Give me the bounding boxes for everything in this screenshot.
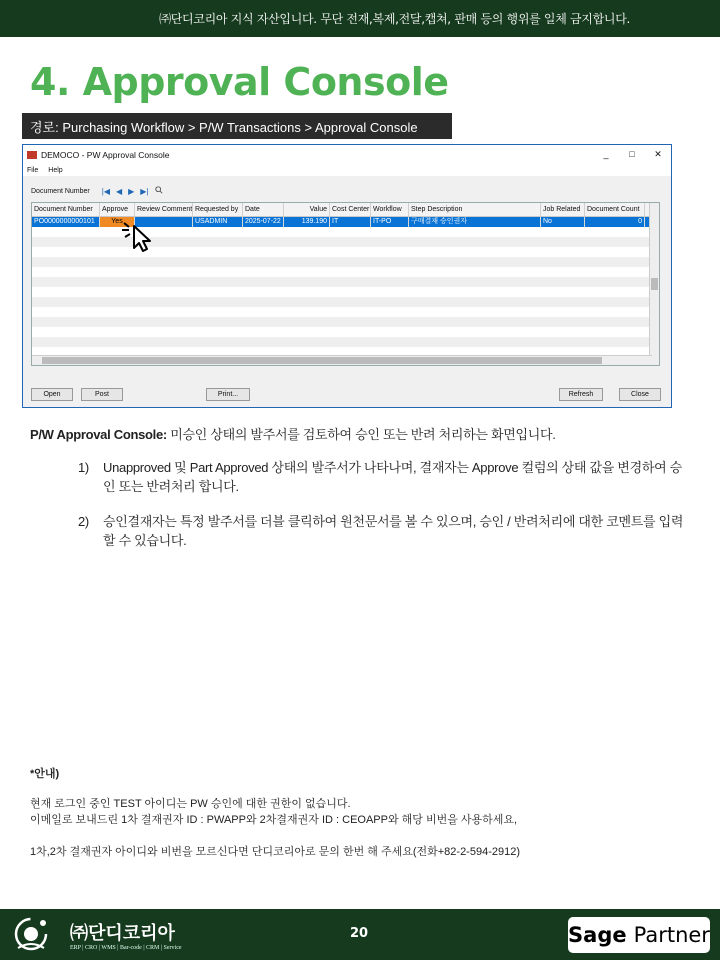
empty-row bbox=[32, 307, 659, 317]
sage-partner-badge bbox=[566, 915, 712, 955]
description-lead: P/W Approval Console: bbox=[30, 427, 167, 442]
copyright-banner bbox=[0, 0, 720, 37]
cell-approve[interactable]: Yes bbox=[100, 217, 135, 227]
partner-brand: Sage bbox=[568, 923, 627, 947]
description-text: 미승인 상태의 발주서를 검토하여 승인 또는 반려 처리하는 화면입니다. bbox=[166, 427, 556, 442]
empty-row bbox=[32, 267, 659, 277]
notice-line: 현재 로그인 중인 TEST 아이디는 PW 승인에 대한 권한이 없습니다. bbox=[30, 798, 351, 810]
cell-cost-center[interactable]: IT bbox=[330, 217, 371, 227]
empty-row bbox=[32, 287, 659, 297]
list-item-number: 2) bbox=[78, 514, 89, 529]
column-header[interactable]: Workflow bbox=[371, 203, 409, 216]
pointer-cursor-icon bbox=[120, 222, 162, 254]
window-titlebar bbox=[23, 145, 671, 164]
cell-job-related[interactable]: No bbox=[541, 217, 585, 227]
cell-document-count[interactable]: 0 bbox=[585, 217, 645, 227]
document-number-label: Document Number bbox=[31, 187, 90, 195]
window-title: DEMOCO - PW Approval Console bbox=[41, 149, 170, 160]
cell-value[interactable]: 139.190 bbox=[284, 217, 330, 227]
notice-line: 이메일로 보내드린 1차 결재권자 ID : PWAPP와 2차결재권자 ID : CEOAPP와 해당 비번을 사용하세요, bbox=[30, 814, 518, 826]
page-number: 20 bbox=[350, 926, 369, 941]
empty-row bbox=[32, 317, 659, 327]
breadcrumb-text: 경로: Purchasing Workflow > P/W Transactions > Approval Console bbox=[30, 119, 418, 135]
list-item bbox=[78, 458, 688, 496]
menu-file[interactable]: File bbox=[27, 166, 39, 174]
description-paragraph bbox=[30, 424, 556, 443]
partner-label: Partner bbox=[633, 923, 710, 947]
vertical-scrollbar[interactable] bbox=[649, 203, 659, 365]
last-icon[interactable]: ▶| bbox=[140, 186, 149, 196]
empty-row bbox=[32, 277, 659, 287]
notice-title: *안내) bbox=[30, 768, 60, 780]
horizontal-scrollbar[interactable] bbox=[32, 355, 652, 365]
column-header[interactable]: Job Related bbox=[541, 203, 585, 216]
search-icon[interactable] bbox=[155, 186, 163, 196]
footer-tagline: ERP | CRO | WMS | Bar-code | CRM | Service bbox=[70, 945, 182, 951]
column-header[interactable]: Date bbox=[243, 203, 284, 216]
column-header[interactable]: Requested by bbox=[193, 203, 243, 216]
maximize-icon[interactable]: □ bbox=[629, 149, 635, 159]
column-header[interactable]: Document Count bbox=[585, 203, 645, 216]
footer bbox=[0, 909, 720, 960]
app-icon bbox=[27, 151, 37, 159]
column-header[interactable]: Cost Center bbox=[330, 203, 371, 216]
close-button[interactable]: Close bbox=[619, 388, 661, 401]
empty-row bbox=[32, 327, 659, 337]
copyright-notice: ㈜단디코리아 지식 자산입니다. 무단 전재,복제,전달,캡쳐, 판매 등의 행위를 일체 금지합니다. bbox=[159, 12, 630, 26]
toolbar bbox=[23, 180, 671, 202]
column-header[interactable]: Value bbox=[284, 203, 330, 216]
refresh-button[interactable]: Refresh bbox=[559, 388, 603, 401]
empty-row bbox=[32, 257, 659, 267]
cell-document-number[interactable]: PO0000000000101 bbox=[32, 217, 100, 227]
page-title: 4. Approval Console bbox=[30, 60, 449, 104]
company-logo-icon bbox=[10, 914, 52, 954]
cell-requested-by[interactable]: USADMIN bbox=[193, 217, 243, 227]
approval-console-window bbox=[22, 144, 672, 408]
first-icon[interactable]: |◀ bbox=[101, 186, 110, 196]
cell-workflow[interactable]: IT-PO bbox=[371, 217, 409, 227]
cell-date[interactable]: 2025-07-22 bbox=[243, 217, 284, 227]
column-header[interactable]: Review Comment bbox=[135, 203, 193, 216]
description-list bbox=[78, 458, 688, 566]
column-header[interactable]: Approve bbox=[100, 203, 135, 216]
column-header[interactable]: Document Number bbox=[32, 203, 100, 216]
prev-icon[interactable]: ◀ bbox=[115, 186, 123, 196]
notice-line: 1차,2차 결재권자 아이디와 비번을 모르신다면 단디코리아로 문의 한번 해 주세요(전화+82-2-594-2912) bbox=[30, 846, 520, 858]
print-button[interactable]: Print... bbox=[206, 388, 250, 401]
post-button[interactable]: Post bbox=[81, 388, 123, 401]
column-header[interactable]: Step Description bbox=[409, 203, 541, 216]
notice-block bbox=[30, 796, 520, 860]
grid-header bbox=[32, 203, 659, 217]
breadcrumb bbox=[22, 113, 452, 139]
list-item-text: 승인결재자는 특정 발주서를 더블 클릭하여 원천문서를 볼 수 있으며, 승인 / 반려처리에 대한 코멘트를 입력할 수 있습니다. bbox=[103, 514, 684, 548]
scroll-thumb[interactable] bbox=[42, 357, 602, 364]
menu-help[interactable]: Help bbox=[48, 166, 63, 174]
minimize-icon[interactable]: _ bbox=[603, 149, 609, 159]
close-icon[interactable]: ✕ bbox=[654, 149, 662, 159]
cell-step-description[interactable]: 구매결재 승인권자 bbox=[409, 217, 541, 227]
footer-company-name: ㈜단디코리아 bbox=[70, 923, 175, 944]
menu-bar bbox=[23, 164, 671, 176]
list-item-text: Unapproved 및 Part Approved 상태의 발주서가 나타나며, 결재자는 Approve 컬럼의 상태 값을 변경하여 승인 또는 반려처리 합니다. bbox=[103, 460, 682, 494]
empty-row bbox=[32, 337, 659, 347]
list-item bbox=[78, 512, 688, 550]
next-icon[interactable]: ▶ bbox=[128, 186, 135, 196]
list-item-number: 1) bbox=[78, 460, 89, 475]
scroll-thumb[interactable] bbox=[651, 278, 658, 290]
empty-row bbox=[32, 297, 659, 307]
open-button[interactable]: Open bbox=[31, 388, 73, 401]
